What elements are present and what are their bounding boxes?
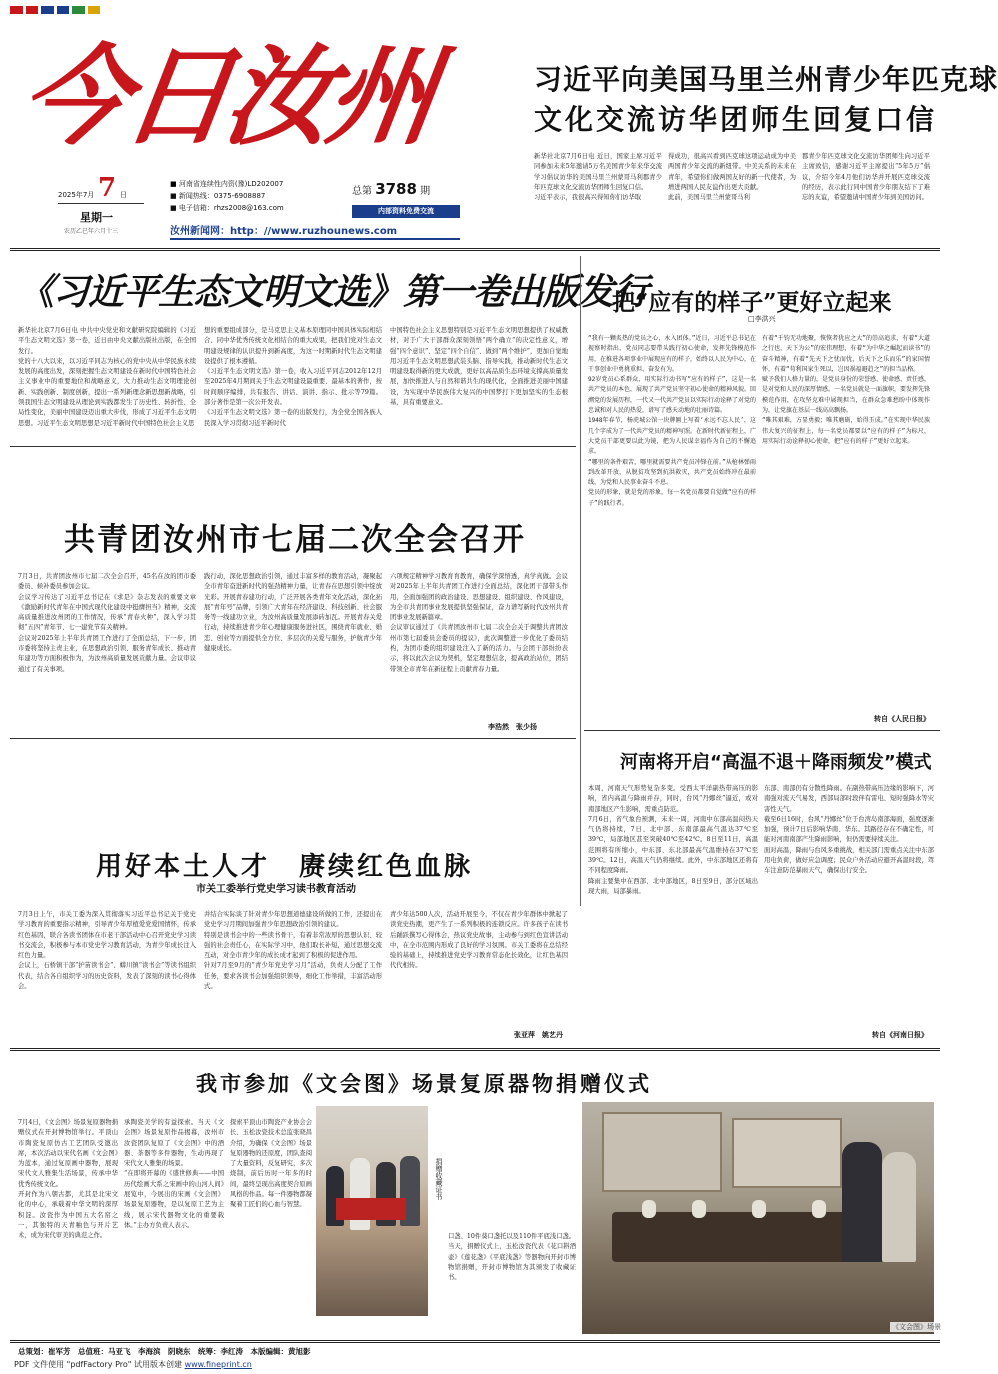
- weekday: 星期一: [80, 211, 113, 224]
- issue-number: 总第 3788 期: [352, 180, 431, 198]
- article4-col-1: 7月4日，《文会图》场景复原器物捐赠仪式在开封博物馆举行。平顶山市陶瓷复原仿古工艺团队受邀出席，本次活动以宋代名画《文会图》为蓝本，通过复原画中器物，展现宋代文人雅集生活场景，传承中华优秀传统文化。 开封作为八朝古都，尤其是北宋文化的中心，承载着中华文明的深厚积淀。汝瓷作为中国五大名窑之一，其独特的天青釉色与开片艺术，成为宋代审美的典范之作。: [18, 1119, 118, 1240]
- article2-col-1: 7月3日，共青团汝州市七届二次全会召开，45名在汝的团市委委员、候补委员参加会议。 会议学习传达了习近平总书记在《求是》杂志发表的重要文章《激励新时代青年在中国式现代化建设中挺膺担当》精神，交流高质量推进汝州团的工作情况，传承“青春火种”，深入学习贯彻“五四”青年节、七一建党节有关精神。 会议对2025年上半年共青团工作进行了全面总结，下一步，团市委将坚持主责主业，在思想政治引领、服务青年成长、推动青年建功等方面积极作为，为汝州高质量发展贡献力量。会议审议通过了有关事项。: [18, 573, 196, 673]
- article3-headline: 用好本土人才 赓续红色血脉: [96, 852, 474, 882]
- donation-photo-caption: 捐赠收藏证书: [435, 1158, 443, 1200]
- email-info: 电子信箱：rhzs2008@163.com: [178, 204, 284, 212]
- website-bar[interactable]: 汝州新闻网：http：//www.ruzhounews.com: [170, 224, 460, 240]
- commentary-byline: □李洪兴: [748, 315, 776, 323]
- date-block: [58, 174, 144, 204]
- lunar-date: 农历乙巳年六月十三: [64, 228, 119, 235]
- commentary-source: 转自《人民日报》: [874, 715, 930, 723]
- divider-article2: [10, 738, 576, 739]
- article3-subhead: 市关工委举行党史学习读书教育活动: [196, 884, 356, 895]
- weather-col-2: 东部、南部仍有分散性降雨。在副热带高压边缘的影响下，河南强对流天气易发，西部局部时段伴有雷电、短时强降水等灾害性天气。 截至6日16时，台风“丹娜丝”位于台湾岛南部海面，强度逐渐加强，预计7日后影响华南、华东。其路径存在不确定性，可能对河南南部产生降雨影响，但仍需要持续关注。 面对高温，降雨与台风多重挑战，相关部门需重点关注中东部用电负荷，做好应急调度；民众户外活动应避开高温时段，驾车注意防范暴雨天气，确保出行安全。: [764, 785, 935, 875]
- lead-col-1: 新华社北京7月6日电 近日，国家主席习近平同参加未来5年邀请5万名美国青少年来华交流学习倡议访华的美国马里兰州蒙哥马利郡青少年匹克球文化交流访华团师生回复口信。 习近平表示，我很高兴得知你们访华取: [534, 153, 662, 202]
- lead-headline-2: 文化交流访华团师生回复口信: [534, 103, 938, 136]
- scene-photo-caption: 《文会图》场景: [892, 1323, 941, 1331]
- date-year-month: 2025年7月: [58, 191, 95, 199]
- lead-col-2: 得成功，很高兴看到匹克球这项运动成为中美两国青少年交流的新纽带。中美关系的未来在青年，希望你们做两国友好的新一代使者，为增进两国人民友谊作出更大贡献。 此前，美国马里兰州蒙哥马利: [668, 153, 796, 202]
- article3-col-2: 并结合实际谈了针对青少年思想道德建设所做的工作，还提出在党史学习月期间加强青少年思想政治引领的建议。 特别是读书会中的一些读书骨干，有着非常浓厚的思想认识、较强的社会责任心，在实际学习中，他们取长补短，通过思想交流互动，对全市青少年的成长成才起到了积极的促进作用。 针对7月至9月的“青少年党史学习月”活动，负责人分配了工作任务，要求各读书会加强组织领导，细化工作举措，丰富活动形式。: [204, 911, 382, 991]
- masthead-info: ■ 河南省连续性内资(豫)LD202007 ■ 新闻热线：0375-6908887 ■ 电子信箱：rhzs2008@163.com: [170, 180, 284, 212]
- article2-col-2: 践行动，深化思想政治引领，通过丰富多样的教育活动，凝聚起全市青年奋进新时代的强劲精神力量，让青春在思想引领中绽放光彩。开展青春建功行动，广泛开展各类青年文化活动，深化拓展“青年号”品牌，引领广大青年在经济建设、科技创新、社会服务等一线建功立业，为汝州高质量发展添砖加瓦。开展青春关爱行动，持续推进青少年心理健康服务进社区，围绕青年就业、婚恋、创业等方面提供全方位、多层次的关爱与服务，护航青少年健康成长。: [204, 573, 382, 653]
- commentary-headline: 把“应有的样子”更好立起来: [612, 289, 892, 316]
- article4-headline: 我市参加《文会图》场景复原器物捐赠仪式: [196, 1072, 652, 1096]
- divider-commentary: [584, 730, 940, 731]
- lead-headline-1: 习近平向美国马里兰州青少年匹克球: [534, 63, 998, 96]
- divider-article1: [10, 446, 576, 447]
- article1-col-3: 中国特色社会主义思想特别是习近平生态文明思想提供了权威教材，对于广大干部群众深刻领悟“两个确立”的决定性意义，增强“四个意识”、坚定“四个自信”、做到“两个维护”，更加自觉地用习近平生态文明思想武装头脑、指导实践，推动新时代生态文明建设取得新的更大成就，更好以高品质生态环境支撑高质量发展，加快推进人与自然和谐共生的现代化，全面推进美丽中国建设，为实现中华民族伟大复兴的中国梦打下更加坚实的生态根基，具有重要意义。: [390, 327, 568, 407]
- article4-col-3: 探索平顶山市陶瓷产业协会会长、玉松汝瓷技术总监张晓昌介绍，为确保《文会图》场景复原器物的还原度，团队查阅了大量资料，反复研究，多次烧制，前后历时一年多的时间，最终呈现出高度契合原画风格的作品。每一件器物都凝聚着工匠们的心血与智慧。: [230, 1119, 312, 1209]
- scene-photo: [582, 1102, 934, 1334]
- date-day-suffix: 日: [120, 191, 127, 199]
- lead-col-3: 郡青少年匹克球文化交流访华团师生向习近平主席致信，感谢习近平主席提出“5年5万”倡议，介绍今年4月他们访华并开展匹克球交流的经历，表示此行同中国青少年朋友结下了难忘的友谊，希望邀请中国青少年到美国访问。: [802, 153, 930, 202]
- article3-col-1: 7月3日上午，市关工委为深入贯彻落实习近平总书记关于党史学习教育的重要指示精神，引导青少年厚植爱党爱国情怀，传承红色基因，联合各读书团体在市老干部活动中心召开党史学习读书交流会，积极参与本市党史学习教育活动，为青少年成长注入红色力量。 会议上，石桥镇干部“护苗读书会”、蟒川镇“读书会”等读书组织代表，结合各自组织学习的历史资料，发表了深刻的读书心得体会。: [18, 911, 196, 991]
- article1-headline: 《习近平生态文明文选》第一卷出版发行: [18, 271, 649, 313]
- newspaper-title: 今日汝州: [13, 34, 439, 160]
- article1-col-1: 新华社北京7月6日电 中共中央党史和文献研究院编辑的《习近平生态文明文选》第一卷，近日由中央文献出版社出版，在全国发行。 党的十八大以来，以习近平同志为核心的党中央从中华民族永续发展的高度出发，深刻把握生态文明建设在新时代中国特色社会主义事业中的重要地位和战略意义，大力推动生态文明理论创新、实践创新、制度创新，提出一系列新理念新思想新战略，引领我国生态文明建设从理论到实践都发生了历史性、转折性、全局性变化，美丽中国建设迈出重大步伐，形成了习近平生态文明思想。习近平生态文明思想是习近平新时代中国特色社会主义思: [18, 327, 196, 427]
- pdf-notice-text: PDF 文件使用 "pdfFactory Pro" 试用版本创建: [14, 1360, 183, 1369]
- article2-headline: 共青团汝州市七届二次全会召开: [64, 522, 526, 558]
- date-day: 7: [98, 173, 117, 203]
- hotline-info: 新闻热线：0375-6908887: [178, 192, 266, 200]
- top-color-strip: [10, 6, 100, 14]
- article4-col-2: 承陶瓷美学的有益探索。当天《文会图》场景复原作品揭幕，汝州市汝瓷团队复原了《文会图》中的酒器、茶器等多件器物，生动再现了宋代文人雅集的场景。 “在即将开幕的《盛世修典——中国历代绘画大系之宋画中的山河人间》展览中，今展出的宋画《文会图》场景复原器物，是以复原工艺为主线，展示宋代器物文化的重要载体。”主办方负责人表示。: [124, 1119, 224, 1229]
- article4-col-4: 口盏、10件葵口盏托以及110件平底浅口盏。 当天，捐赠仪式上，玉松汝瓷代表《花口斟酒壶》《莲花盏》《平底浅盏》等器物向开封市博物馆捐赠，开封市博物馆为其颁发了收藏证书。: [448, 1233, 576, 1282]
- donation-photo: [316, 1106, 428, 1316]
- internal-badge: 内部资料免费交流: [352, 205, 460, 218]
- divider-bottom-section: [10, 1048, 940, 1051]
- article1-col-2: 想的重要组成部分，是马克思主义基本原理同中国具体实际相结合、同中华优秀传统文化相结合的重大成果，把我们党对生态文明建设规律的认识提升到新高度，为这一时期新时代生态文明建设提供了根本遵循。 《习近平生态文明文选》第一卷，收入习近平同志2012年12月至2025年4月期间关于生态文明建设最重要、最基本的著作，按时间顺序编排，共有报告、讲话、演讲、指示、批示等79篇。部分著作是第一次公开发表。 《习近平生态文明文选》第一卷的出版发行，为全党全国各族人民深入学习贯彻习近平新时代: [204, 327, 382, 427]
- article2-credit: 李浩然 张少扬: [488, 723, 537, 731]
- divider-vertical-right: [580, 256, 581, 906]
- weather-col-1: 本周，河南天气形势复杂多变。受西太平洋副热带高压的影响，省内高温与降雨并存，同时，台风“丹娜丝”逼近，或对南部地区产生影响，需重点防范。 7月6日，省气象台预测，未来一周，河南中东部高温闷热天气仍将持续，7日、北中部、东南部最高气温达37℃至39℃，局部地区甚至突破40℃至42℃。8日至11日，高温范围将有所缩小，中东部、东北部最高气温维持在37℃至39℃。12日，高温天气仍将继续。此外，中东部地区还将有不同程度降雨。 降雨主要集中在西部、北中部地区，8日至9日，部分区域出现大雨，局部暴雨。: [588, 785, 758, 895]
- article3-col-3: 青少年达500人次，活动开展至今，不仅在青少年群体中掀起了读党史热潮，更产生了一系列积极的连锁反应。许多孩子在读书后踊跃撰写心得体会，热议党史故事，主动参与到红色宣讲活动中，在全市范围内形成了良好的学习氛围。市关工委将在总结经验的基础上，持续推进党史学习教育常态化长效化，让红色基因代代相传。: [390, 911, 568, 970]
- pdf-notice: [14, 1359, 252, 1370]
- commentary-col-2: 有着“千钧无功地聚，恢恢者犹应之大”的崇高追求，有着“大道之行也，天下为公”的宏伟理想，有着“为中华之崛起而读书”的奋斗精神，有着“先天下之忧而忧，后天下之乐而乐”的家国情怀，有着“苟利国家生死以，岂因祸福避趋之”的担当品格。 赋予我们人格力量的，是党员身份的荣誉感、使命感、责任感，是对党和人民的深厚情感。一名党员就是一面旗帜，要发挥先锋模范作用，在攻坚克难中展现担当，在群众急难愁盼中体现作为，让党旗在基层一线高高飘扬。 “唯其艰难，方显勇毅；唯其磨砺，始得玉成。”在实现中华民族伟大复兴的征程上，每一名党员都要以“应有的样子”为标尺，用实际行动诠释初心使命，把“应有的样子”更好立起来。: [762, 335, 931, 445]
- license-info: 河南省连续性内资(豫)LD202007: [178, 180, 284, 188]
- staff-line: 总策划：崔军芳 总值班：马亚飞 李海滨 阴晓东 统筹：李红涛 本版编辑：黄旭影: [18, 1347, 311, 1356]
- article2-col-3: 六项规定精神学习教育育教育，确保学深悟透，真学真做。会议对2025年上半年共青团工作进行全面总结，深化团干部带头作用，全面加强团的政治建设、思想建设、组织建设、作风建设，为全市共青团事业发展提供坚强保证，奋力谱写新时代汝州共青团事业发展新篇章。 会议审议通过了《共青团汝州市七届二次全会关于调整共青团汝州市第七届委员会委员的提议》，此次调整进一步优化了委员结构，为团市委的组织建设注入了新的活力。与会团干部纷纷表示，将以此次会议为契机，坚定理想信念，提高政治站位，团结带领全市青年在新征程上贡献青春力量。: [390, 573, 568, 673]
- weather-headline: 河南将开启“高温不退＋降雨频发”模式: [620, 752, 932, 773]
- article3-credit: 张亚萍 姚艺丹: [514, 1031, 563, 1039]
- weather-source: 转自《河南日报》: [872, 1031, 928, 1039]
- divider-top: [10, 248, 940, 251]
- divider-footer: [10, 1340, 940, 1343]
- pdf-link[interactable]: www.fineprint.cn: [184, 1360, 252, 1369]
- commentary-col-1: “我有一颗炙热的党员之心，永入团体。”近日，习近平总书记在视察时指出，党员同志要带头践行初心使命，发挥先锋模范作用，在推进各项事业中展现应有的样子，始终以人民为中心，在干事创业中勇挑重担、奋发有为。 92岁党员心系群众，用实际行动书写“应有的样子”，这是一名共产党员的本色，展现了共产党员坚守初心使命的精神风貌。回溯党的发展历程，一代又一代共产党员以实际行动诠释了对党的忠诚和对人民的热爱，谱写了感天动地的壮丽诗篇。 1948年春节，杨虎城公馆一块牌匾上写着‘永远不忘人民’，这几个字成为了一代共产党员的精神写照。在新时代新征程上，广大党员干部更要以此为镜，把为人民谋幸福作为自己的不懈追求。 “哪里的条件艰苦，哪里就需要共产党员冲锋在前。”从枪林弹雨到改革开放，从脱贫攻坚到抗洪救灾，共产党员始终冲在最前线，为党和人民事业奋斗不息。 党员的形象，就是党的形象，每一名党员都要自觉做“应有的样子”的践行者。: [588, 335, 757, 507]
